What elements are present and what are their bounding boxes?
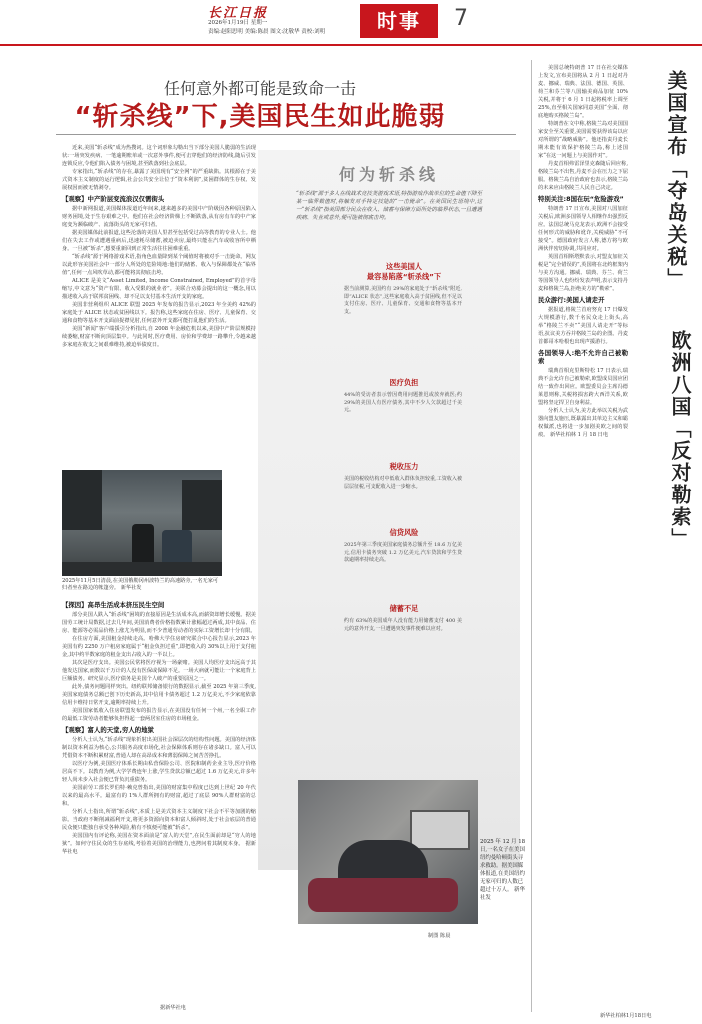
side-paragraph: 丹麦首相弗雷泽里克森随后回应称,格陵兰岛不出售,丹麦不会在压力之下屈服。格陵兰岛自治政府也表示,格陵兰岛的未来应由格陵兰人民自己决定。 [538, 161, 628, 191]
newspaper-logo: 长江日报 [208, 6, 269, 21]
masthead [0, 0, 702, 44]
body-paragraph: 以医疗为例,美国医疗体系长期由私营保险公司、医院和制药企业主导,医疗价格居高不下。以教育为例,大学学费连年上涨,学生贷款总额已超过 1.6 万亿美元,许多年轻人尚未步入社会便已背负沉重债务。 [62, 761, 256, 783]
blanket-shape [308, 878, 458, 912]
body-paragraph: 分析人士认为,“斩杀线”现象折射出美国社会深层次的结构性问题。美国的经济体制以资本利益为核心,公共服务高度市场化,社会保障体系则存在诸多缺口。富人可以凭借资本不断积累财富,普通人却在高昂成本和薄弱保障之间苦苦挣扎。 [62, 737, 256, 759]
side-paragraph: 特朗普在文中称,格陵兰岛对美国国家安全至关重要,美国需要获得该岛以应对所谓的“战略威胁”。他还指责丹麦长期未能有效保护格陵兰岛,称上述国家“在这一问题上与美国作对”。 [538, 121, 628, 159]
lead-paragraph: 近来,美国“斩杀线”成为热搜词。这个词形象勾勒出当下部分美国人脆弱的生活现状:一场突发疾病、一笔逾期账单或一次意外事件,便可击穿他们的经济防线,随后引发连锁反应,令他们陷入债务与困境,甚至跌落到社会底层。 [62, 145, 256, 167]
side-paragraph: 瑞典首相克里斯特松 17 日表示,瑞典不会允许自己被勒索,欧盟成员国应团结一致作出回应。欧盟委员会主席冯德莱恩则称,关税将损害跨大西洋关系,欧盟将坚定捍卫自身利益。 [538, 368, 628, 406]
panel-section-body: 44%的受访者表示曾因费用问题推迟或放弃就医;约 29%的美国人有医疗债务,其中不少人欠款超过千美元。 [344, 392, 462, 414]
body-paragraph: 据中新网报道,美国媒体报道近年间来,越来越多的美国中产阶级因各种原因陷入财务困境,处于生存艰难之中。他们在社会经济阶梯上不断跌落,从有房有车的中产家庭变为濒临破产、流落街头的无家可归者。 [62, 206, 256, 228]
side-subheading: 各国领导人:绝不允许自己被勒索 [538, 349, 628, 365]
side-story-source: 新华社柏林1月18日电 [600, 1013, 652, 1019]
lead-paragraph: 专家指出,“斩杀线”的存在,暴露了美国现有“安全网”的严重缺陷。其根源在于美式资本主义制度的运行逻辑,社会公共安全让位于“资本利润”,贫困群体的生存权、发展权因而被无情剥夺。 [62, 169, 256, 191]
section-heading: 【探因】高昂生活成本挤压民生空间 [62, 601, 165, 609]
side-paragraph: 美国总统特朗普 17 日在社交媒体上发文,宣布美国将从 2 月 1 日起对丹麦、挪威、瑞典、法国、德国、英国、荷兰和芬兰等八国输美商品加征 10%关税,并将于 6 月 1 日起将税率上调至 25%,直至相关国家同意美国“全面、彻底地购买格陵兰岛”。 [538, 65, 628, 119]
body-paragraph: ALICE 是美文“Asset Limited, Income Constrained, Employed”的首字母缩写,中文意为“资产有限、收入受限的就业者”。美联合劝募会提出的这一概念,用以描述收入高于联邦贫困线、却不足以支付基本生活开支的家庭。 [62, 278, 256, 300]
panel-section-body: 据当前测算,美国约有 29%的家庭处于“斩杀线”附近,即“ALICE 状态”,这些家庭收入高于贫困线,但不足以支付住房、医疗、儿童保育、交通和食物等基本开支。 [344, 286, 462, 315]
panel-section-title: 信贷风险 [389, 528, 419, 537]
body-paragraph: 美国前劳工部长罗伯特·赖克曾指出,美国的财富集中程度已达到上世纪 20 年代以来的最高水平。最富有的 1%人群所拥有的财富,超过了底层 90%人群财富的总和。 [62, 785, 256, 807]
side-paragraph: 分析人士认为,美方此举以关税为武器向盟友施压,既暴露出其单边主义和霸权做派,也将进一步加剧美欧之间的裂痕。 新华社柏林 1 月 18 日电 [538, 408, 628, 438]
shopping-cart-shape [410, 810, 470, 850]
story-source: 据新华社电 [160, 1005, 186, 1011]
photo-caption: 2025年11月5日清晨,在美国俄勒冈州波特兰的高速路旁,一名无家可归者坐在路边的帐篷旁。 新华社发 [62, 578, 219, 591]
story-column-top [62, 144, 256, 466]
body-paragraph: 此外,债务问题同样突出。纽约联邦储备银行的数据显示,截至 2025 年第三季度,美国家庭债务总额已创下历史新高,其中信用卡债务超过 1.2 万亿美元,不少家庭依靠信用卡维持日常开支,逾期率持续上升。 [62, 684, 256, 706]
panel-section-title: 医疗负担 [389, 378, 419, 387]
editor-credits: 责编:赵阳思明 美编:陈晨 图文:沈敬华 责校:刘明 [208, 29, 326, 35]
body-paragraph: 美国国家低收入住房联盟发布的报告显示,在美国没有任何一个州,一名全职工作的最低工资劳动者能够负担得起一套两居室住房的市场租金。 [62, 708, 256, 722]
body-paragraph: “斩杀线”源于网络游戏术语,指角色血量降到某个阈值时将被对手一击毙命。网友以此形容美国社会中一部分人所处的危险境地:他们的储蓄、收入与保障都处在“临界值”,任何一点风吹草动,都可能将其彻底击垮。 [62, 254, 256, 276]
body-paragraph: 美国国内有评论称,美国在资本面前是“富人的天堂”,在民生面前却是“穷人的地狱”。如何守住民众的生存底线,考验着美国的治理能力,也拷问着其制度本身。 据新华社电 [62, 833, 256, 855]
side-headline-a: 美国宣布「夺岛关税」 [664, 70, 688, 290]
body-paragraph: 美国“新闻”客户端援引分析指出,自 2008 年金融危机以来,美国中产阶层规模持续萎缩,财富不断向顶层集中。与此同时,医疗费用、房价和学费却一路攀升,令越来越多家庭在收支之间艰难维持,被迫举债度日。 [62, 326, 256, 348]
page-number: 7 [454, 6, 468, 31]
body-paragraph: 据美国媒体此前报道,这些沦落的美国人里甚至包括受过高等教育的专业人士。他们在失去工作或遭遇重病后,迅速耗尽储蓄,被迫卖房,最终只能在汽车或收容所中栖身。一旦被“斩杀”,想要重新回到正常生活往往困难重重。 [62, 230, 256, 252]
panel-section-body: 美国的税收结构对中低收入群体负担较重,工资收入被层层征税,可支配收入进一步缩水。 [344, 476, 462, 490]
column-rule [531, 60, 532, 1012]
story-column-bottom [62, 598, 256, 1012]
issue-date: 2026年1月19日 星期一 [208, 20, 268, 26]
story-headline: “斩杀线”下,美国民生如此脆弱 [74, 102, 446, 132]
section-heading: 【观察】富人的天堂,穷人的地狱 [62, 726, 154, 734]
panel-title: 何为斩杀线 [338, 165, 439, 184]
section-label: 时事 [360, 4, 438, 38]
story-kicker: 任何意外都可能是致命一击 [163, 79, 356, 98]
body-paragraph: 美国非营利组织 ALICE 联盟 2025 年发布的报告显示,2023 年全美约 42%的家庭处于 ALICE 状态或贫困线以下。报告称,这些家庭在住房、医疗、儿童保育、交通和食物等基本开支面前捉襟见肘,任何意外开支都可能打乱他们的生活。 [62, 302, 256, 324]
masthead-rule [0, 44, 702, 46]
side-subheading: 特别关注:8国在玩“危险游戏” [538, 195, 624, 203]
side-paragraph: 特朗普 17 日宣布,美国对八国加征关税后,欧洲多国领导人相继作出强烈反应。法国总统马克龙表示,欧洲不会接受任何形式的威胁和讹诈,关税威胁“不可接受”。德国政府发言人称,德方将与欧洲伙伴密切协调,共同应对。 [538, 206, 628, 252]
graphic-credit: 制图 陈晨 [428, 933, 451, 939]
side-paragraph: 英国首相斯塔默表示,对盟友加征关税是“完全错误的”,英国将在北约框架内与美方沟通。挪威、瑞典、芬兰、荷兰等国领导人也纷纷发表声明,表示支持丹麦和格陵兰岛,拒绝美方的“勒索”。 [538, 254, 628, 292]
panel-section-title: 储蓄不足 [389, 604, 419, 613]
side-paragraph: 据报道,格陵兰首府努克 17 日爆发大规模游行,数千名民众走上街头,高举“格陵兰不卖”“美国人请走开”等标语,抗议美方吞并格陵兰岛的企图。丹麦首都哥本哈根也出现声援游行。 [538, 307, 628, 345]
panel-section-body: 2025年第三季度美国家庭债务总额升至 18.6 万亿美元,信用卡债务突破 1.2 万亿美元,汽车贷款和学生贷款逾期率持续走高。 [344, 542, 462, 564]
body-paragraph: 在住房方面,美国租金持续走高。哈佛大学住房研究联合中心报告显示,2023 年美国有约 2250 万户租房家庭属于“租金负担过重”,即把收入的 30%以上用于支付租金,其中约半数家庭的租金支出占收入的一半以上。 [62, 636, 256, 658]
body-paragraph: 分析人士指出,所谓“斩杀线”,本质上是美式资本主义制度下社会不平等加剧的缩影。当政府不断削减福利开支,将更多资源向资本和富人倾斜时,处于社会底层的普通民众便只能独自承受各种风险,稍有不慎便可能被“斩杀”。 [62, 809, 256, 831]
news-photo-homeless [298, 780, 478, 924]
body-paragraph: 其次是医疗支出。美国公民常将医疗视为一场豪赌。美国人均医疗支出远高于其他发达国家,而数以千万计的人没有医保或保障不足。一场大病就可能让一个家庭背上巨额债务。研究显示,医疗债务是美国个人破产的重要原因之一。 [62, 660, 256, 682]
panel-section-title: 税收压力 [389, 462, 419, 471]
photo-caption: 2025 年 12 月 18 日,一名女子在美国纽约曼哈顿街头寻求救助。据美国媒体报道,在美国纽约无家可归的人数已超过十万人。 新华社发 [480, 839, 526, 901]
panel-section-title: 这些美国人 最容易陷落“斩杀线”下 [366, 262, 442, 281]
panel-section-body: 约有 63%的美国成年人没有能力用储蓄支付 400 美元的意外开支,一旦遭遇突发事件便难以应对。 [344, 618, 462, 632]
panel-intro: “斩杀线”源于多人在线战术竞技类游戏术语,特指游戏作战单位的生命值下降至某一临界数值时,将触发对手特定技能的“一击毙命”。在美国民生语境中,这一“斩杀线”指美国部分民众在收入、储蓄与保障方面所处的临界状态,一旦遭遇疾病、失业或意外,便可能被彻底击垮。 [296, 191, 482, 221]
side-story-column [538, 64, 628, 1004]
side-subheading: 民众游行:美国人请走开 [538, 296, 605, 304]
headline-divider [56, 134, 516, 135]
section-heading: 【观察】中产阶层变流浪汉仅需街头 [62, 195, 165, 203]
explainer-panel [258, 150, 520, 870]
body-paragraph: 部分美国人跌入“斩杀线”困境的直接原因是生活成本高,而薪资却增长缓慢。据美国劳工统计局数据,过去几年间,美国消费者价格指数累计涨幅超过两成,其中食品、住房、能源等必需品价格上涨尤为明显,而不少普通劳动者的实际工资增长却十分有限。 [62, 612, 256, 634]
news-photo-street [62, 470, 222, 576]
side-headline-b: 欧洲八国「反对勒索」 [668, 330, 692, 550]
